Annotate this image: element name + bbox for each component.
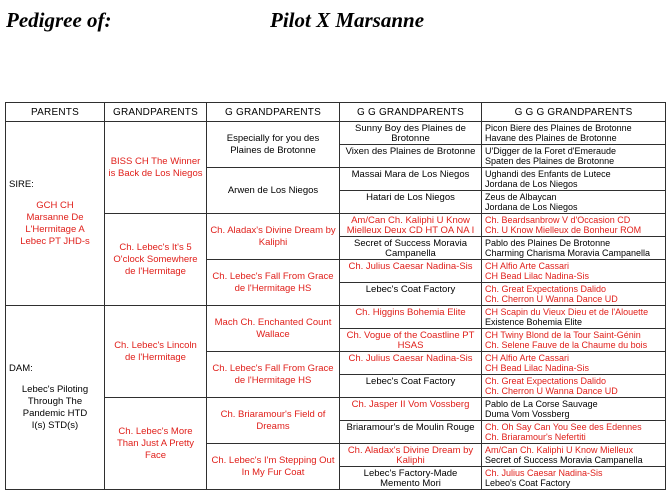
header-row [6,103,666,122]
table-row [6,122,666,145]
ggg-pair-2 [482,145,666,168]
ggg-pair-10 [482,329,666,352]
gg-grandparent-name: Lebec's Coat Factory [365,376,456,387]
gg-grandparent-9 [340,306,482,329]
ggg-sire: Ch. Oh Say Can You See des Edennes [485,422,642,432]
ggg-dam: Ch. U Know Mielleux de Bonheur ROM [485,225,642,235]
dam-label: DAM: [9,363,33,374]
ggg-sire: Am/Can Ch. Kaliphi U Know Mielleux [485,445,634,455]
ggg-pair-7 [482,260,666,283]
ggg-dam: Jordana de Los Niegos [485,202,578,212]
gg-grandparent-name: Sunny Boy des Plaines de Brotonne [355,123,466,143]
ggg-dam: Ch. Briaramour's Nefertiti [485,432,586,442]
grandparent-1: BISS CH The Winner is Back de Los Niegos [105,122,207,214]
ggg-pair-16 [482,467,666,490]
gg-grandparent-15 [340,444,482,467]
table-row [6,398,666,421]
ggg-dam: Ch. Cherron U Wanna Dance UD [485,386,618,396]
gg-grandparent-13 [340,398,482,421]
sire-name: GCH CH Marsanne De L'Hermitage A Lebec PT JHD-s [20,200,90,247]
g-grandparent-4: Ch. Lebec's Fall From Grace de l'Hermitage HS [207,260,340,306]
gg-grandparent-10 [340,329,482,352]
gg-grandparent-16 [340,467,482,490]
gg-grandparent-name: Ch. Julius Caesar Nadina-Sis [348,353,473,364]
ggg-sire: Ughandi des Enfants de Lutece [485,169,611,179]
ggg-sire: CH Alfio Arte Cassari [485,261,570,271]
ggg-pair-5 [482,214,666,237]
grandparent-3: Ch. Lebec's Lincoln de l'Hermitage [105,306,207,398]
header-parents: PARENTS [6,103,105,122]
ggg-dam: Spaten des Plaines de Brotonne [485,156,615,166]
ggg-dam: Secret of Success Moravia Campanella [485,455,643,465]
gg-grandparent-6 [340,237,482,260]
sire-label: SIRE: [9,179,34,190]
ggg-pair-4 [482,191,666,214]
gg-grandparent-name: Secret of Success Moravia Campanella [354,238,467,258]
ggg-dam: CH Bead Lilac Nadina-Sis [485,363,590,373]
gg-grandparent-14 [340,421,482,444]
gg-grandparent-name: Ch. Jasper II Vom Vossberg [351,399,470,410]
pedigree-table [5,102,666,490]
header-gg-grandparents: G G GRANDPARENTS [340,103,482,122]
ggg-sire: CH Twiny Blond de la Tour Saint-Génin [485,330,641,340]
ggg-dam: Ch. Selene Fauve de la Chaume du bois [485,340,648,350]
header-g-grandparents: G GRANDPARENTS [207,103,340,122]
g-grandparent-1: Especially for you des Plaines de Brotonne [207,122,340,168]
g-grandparent-3: Ch. Aladax's Divine Dream by Kaliphi [207,214,340,260]
sire-cell [6,122,105,306]
ggg-pair-6 [482,237,666,260]
ggg-pair-12 [482,375,666,398]
gg-grandparent-3 [340,168,482,191]
ggg-dam: Existence Bohemia Elite [485,317,583,327]
g-grandparent-2: Arwen de Los Niegos [207,168,340,214]
gg-grandparent-4 [340,191,482,214]
ggg-sire: Pablo des Plaines De Brotonne [485,238,611,248]
gg-grandparent-1 [340,122,482,145]
ggg-dam: Charming Charisma Moravia Campanella [485,248,651,258]
ggg-sire: Ch. Julius Caesar Nadina-Sis [485,468,603,478]
ggg-dam: Lebeo's Coat Factory [485,478,571,488]
gg-grandparent-5 [340,214,482,237]
gg-grandparent-name: Vixen des Plaines de Brotonne [345,146,476,157]
g-grandparent-6: Ch. Lebec's Fall From Grace de l'Hermitage HS [207,352,340,398]
grandparent-2: Ch. Lebec's It's 5 O'clock Somewhere de l'Hermitage [105,214,207,306]
gg-grandparent-name: Ch. Julius Caesar Nadina-Sis [348,261,473,272]
gg-grandparent-11 [340,352,482,375]
g-grandparent-5: Mach Ch. Enchanted Count Wallace [207,306,340,352]
ggg-pair-9 [482,306,666,329]
ggg-sire: CH Scapin du Vieux Dieu et de l'Alouette [485,307,649,317]
grandparent-4: Ch. Lebec's More Than Just A Pretty Face [105,398,207,490]
ggg-pair-11 [482,352,666,375]
gg-grandparent-name: Massai Mara de Los Niegos [351,169,470,180]
ggg-sire: Ch. Great Expectations Dalido [485,376,607,386]
gg-grandparent-name: Briaramour's de Moulin Rouge [346,422,475,433]
dam-cell [6,306,105,490]
gg-grandparent-7 [340,260,482,283]
gg-grandparent-name: Hatari de Los Niegos [366,192,455,203]
ggg-sire: CH Alfio Arte Cassari [485,353,570,363]
table-row [6,214,666,237]
ggg-sire: Picon Biere des Plaines de Brotonne [485,123,632,133]
pedigree-label: Pedigree of: [6,8,112,32]
ggg-dam: Havane des Plaines de Brotonne [485,133,617,143]
ggg-pair-8 [482,283,666,306]
g-grandparent-7: Ch. Briaramour's Field of Dreams [207,398,340,444]
dog-name-title: Pilot X Marsanne [270,8,425,32]
gg-grandparent-name: Lebec's Coat Factory [365,284,456,295]
ggg-pair-3 [482,168,666,191]
g-grandparent-8: Ch. Lebec's I'm Stepping Out In My Fur Coat [207,444,340,490]
gg-grandparent-12 [340,375,482,398]
ggg-dam: Duma Vom Vossberg [485,409,570,419]
ggg-sire: Pablo de La Corse Sauvage [485,399,598,409]
dam-name: Lebec's Piloting Through The Pandemic HTD I(s) STD(s) [21,384,89,431]
ggg-pair-1 [482,122,666,145]
gg-grandparent-name: Ch. Aladax's Divine Dream by Kaliphi [347,445,474,465]
ggg-sire: Ch. Great Expectations Dalido [485,284,607,294]
ggg-sire: U'Digger de la Foret d'Emeraude [485,146,617,156]
ggg-dam: Ch. Cherron U Wanna Dance UD [485,294,618,304]
ggg-pair-14 [482,421,666,444]
gg-grandparent-2 [340,145,482,168]
ggg-sire: Zeus de Albaycan [485,192,557,202]
gg-grandparent-8 [340,283,482,306]
gg-grandparent-name: Ch. Higgins Bohemia Elite [355,307,466,318]
ggg-pair-13 [482,398,666,421]
gg-grandparent-name: Am/Can Ch. Kaliphi U Know Mielleux Deux CD HT OA NA I [346,215,475,235]
ggg-sire: Ch. Beardsanbrow V d'Occasion CD [485,215,631,225]
ggg-pair-15 [482,444,666,467]
header-grandparents: GRANDPARENTS [105,103,207,122]
header-ggg-grandparents: G G G GRANDPARENTS [482,103,666,122]
table-row [6,306,666,329]
ggg-dam: Jordana de Los Niegos [485,179,578,189]
ggg-dam: CH Bead Lilac Nadina-Sis [485,271,590,281]
gg-grandparent-name: Ch. Vogue of the Coastline PT HSAS [346,330,475,350]
gg-grandparent-name: Lebec's Factory-Made Memento Mori [363,468,458,488]
